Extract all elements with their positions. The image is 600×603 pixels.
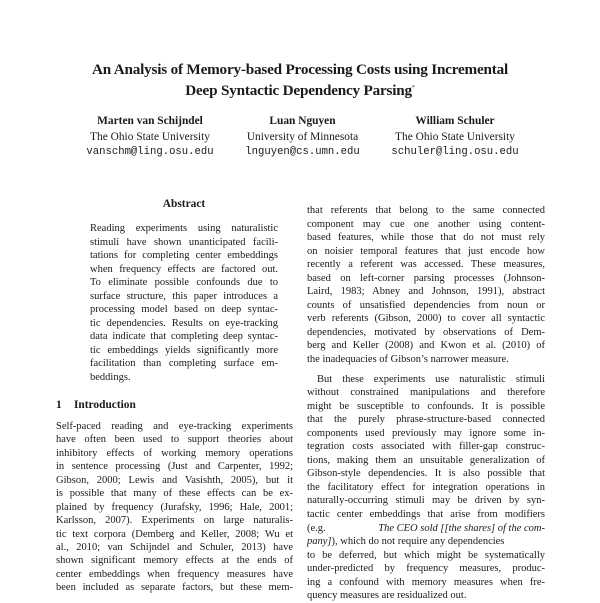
author-1 xyxy=(85,114,215,161)
author-email: schuler@ling.osu.edu xyxy=(391,146,519,158)
text-line: without constrained manipulations and therefore xyxy=(307,387,545,399)
text-line: beddings. xyxy=(90,372,131,384)
text-line: counts of unsatisfied dependencies from noun or xyxy=(307,299,545,311)
text-line: tic text corpora (Demberg and Keller, 2008; Wu et xyxy=(56,528,293,540)
text-line: Karlsson, 2007). Experiments on large naturalis- xyxy=(56,515,293,527)
text-line: on noisier temporal features that just encode how xyxy=(307,245,545,257)
text-line: Laird, 1983; Abney and Johnson, 1991), abstract xyxy=(307,286,545,298)
author-email: lnguyen@cs.umn.edu xyxy=(245,146,360,158)
text-line: have often been used to support theories about xyxy=(56,434,293,446)
text-line: al., 2010; van Schijndel and Schuler, 2013) have xyxy=(56,541,293,553)
text-line: tic dependencies. Results on eye-tracking xyxy=(90,317,278,329)
example-line xyxy=(307,522,545,536)
text-line: naturally-occurring stimuli may be driven by syn- xyxy=(307,495,545,507)
text-line: in sentence processing (Just and Carpenter, 1992; xyxy=(56,461,293,473)
text-line: to be deferred, but which might be systematically xyxy=(307,549,545,561)
text-line: tic embeddings yields significantly more xyxy=(90,344,278,356)
text-line: is possible that many of these effects can be ex- xyxy=(56,488,293,500)
title-footnote-mark: * xyxy=(411,85,415,91)
abstract-heading: Abstract xyxy=(162,198,206,210)
text-line: based features, while those that do not must rely xyxy=(307,232,545,244)
text-line: Gibson-style dependencies. It is also possible that xyxy=(307,468,545,480)
text-line: To eliminate possible confounds due to xyxy=(90,277,278,289)
text-line: shown significant memory effects at the ends of xyxy=(56,555,293,567)
abstract-body xyxy=(90,222,278,385)
example-italic-cont: pany] xyxy=(307,536,332,548)
text-line: based on left-corner parsing processes (Johnson- xyxy=(307,272,545,284)
text-line: under-predicted by frequency measures, produc- xyxy=(307,563,545,575)
author-email: vanschm@ling.osu.edu xyxy=(86,146,214,158)
text-line: quency measures are residualized out. xyxy=(307,590,467,602)
text-line: center embeddings when frequency measures have xyxy=(56,568,293,580)
section-title: Introduction xyxy=(74,399,136,411)
author-name: William Schuler xyxy=(415,115,495,127)
text-line: Self-paced reading and eye-tracking experiments xyxy=(56,421,293,432)
text-line: tions, making them an unsuitable generalization of xyxy=(307,454,545,466)
title-line-2 xyxy=(0,79,600,100)
author-3 xyxy=(385,114,525,161)
author-name: Luan Nguyen xyxy=(269,115,336,127)
title-line-2-text: Deep Syntactic Dependency Parsing xyxy=(185,82,412,100)
author-affiliation: University of Minnesota xyxy=(246,130,359,143)
text-line: data indicate that completing deep syntac- xyxy=(90,331,278,343)
text-line: when frequency effects are factored out. xyxy=(90,263,278,275)
author-affiliation: The Ohio State University xyxy=(395,130,515,143)
text-line: inhibitory effects of working memory operations xyxy=(56,447,293,459)
text-line: stimuli have shown unanticipated facili- xyxy=(90,236,278,248)
text-line: tations for completing center embeddings xyxy=(90,250,278,262)
text-line: might be susceptible to confounds. It is possible xyxy=(307,400,545,412)
section-number: 1 xyxy=(56,399,62,411)
text-line: plained by frequency (Jurafsky, 1996; Hale, 2001; xyxy=(56,501,293,513)
text-line: tactic center embeddings that arise from modifiers xyxy=(307,509,545,521)
text-line: surface structure, this paper introduces a xyxy=(90,290,278,302)
text-line: recently a referent was accessed. These measures, xyxy=(307,259,545,271)
text-line: that referents that belong to the same connected xyxy=(307,205,545,216)
text-line: dependencies, motivated by observations of Dem- xyxy=(307,326,545,338)
text-line: component may cue one another using content- xyxy=(307,218,545,230)
text-line: been included as separate factors, but these mem- xyxy=(56,582,293,594)
text-line: the facilitatory effect for integration operations in xyxy=(307,481,545,493)
example-suffix: ), which do not require any dependencies xyxy=(331,536,505,548)
title-line-1: An Analysis of Memory-based Processing Costs using Incremental xyxy=(91,61,509,78)
introduction-body xyxy=(56,420,293,595)
author-2 xyxy=(240,114,365,161)
text-line: But these experiments use naturalistic stimuli xyxy=(317,373,545,385)
author-name: Marten van Schijndel xyxy=(97,115,203,127)
text-line: facilitation than completing surface em- xyxy=(90,358,278,370)
author-affiliation: The Ohio State University xyxy=(90,130,210,143)
text-line: the inadequacies of Gibson’s narrower measure. xyxy=(307,354,509,366)
paper-title xyxy=(0,61,600,100)
example-italic: The CEO sold [[the shares] of the com- xyxy=(378,522,545,534)
text-line: Reading experiments using naturalistic xyxy=(90,223,278,234)
text-line: components used previously may ignore some in- xyxy=(307,427,545,439)
text-line: verb referents (Gibson, 2000) to cover all syntactic xyxy=(307,313,545,325)
right-column-body xyxy=(307,204,545,603)
example-prefix: (e.g. xyxy=(307,522,326,534)
text-line: Gibson, 2000; Lewis and Vasishth, 2005), but it xyxy=(56,474,293,486)
text-line: tegration costs associated with filler-gap construc- xyxy=(307,441,545,453)
text-line: processing model based on deep syntac- xyxy=(90,304,278,316)
example-line-2 xyxy=(307,535,545,549)
text-line: ing a confound with memory measures when fre- xyxy=(307,576,545,588)
text-line: berg and Keller (2008) and Kwon et al. (2010) of xyxy=(307,340,545,352)
section-heading-introduction xyxy=(56,399,136,411)
text-line: that the purely phrase-structure-based connected xyxy=(307,414,545,426)
